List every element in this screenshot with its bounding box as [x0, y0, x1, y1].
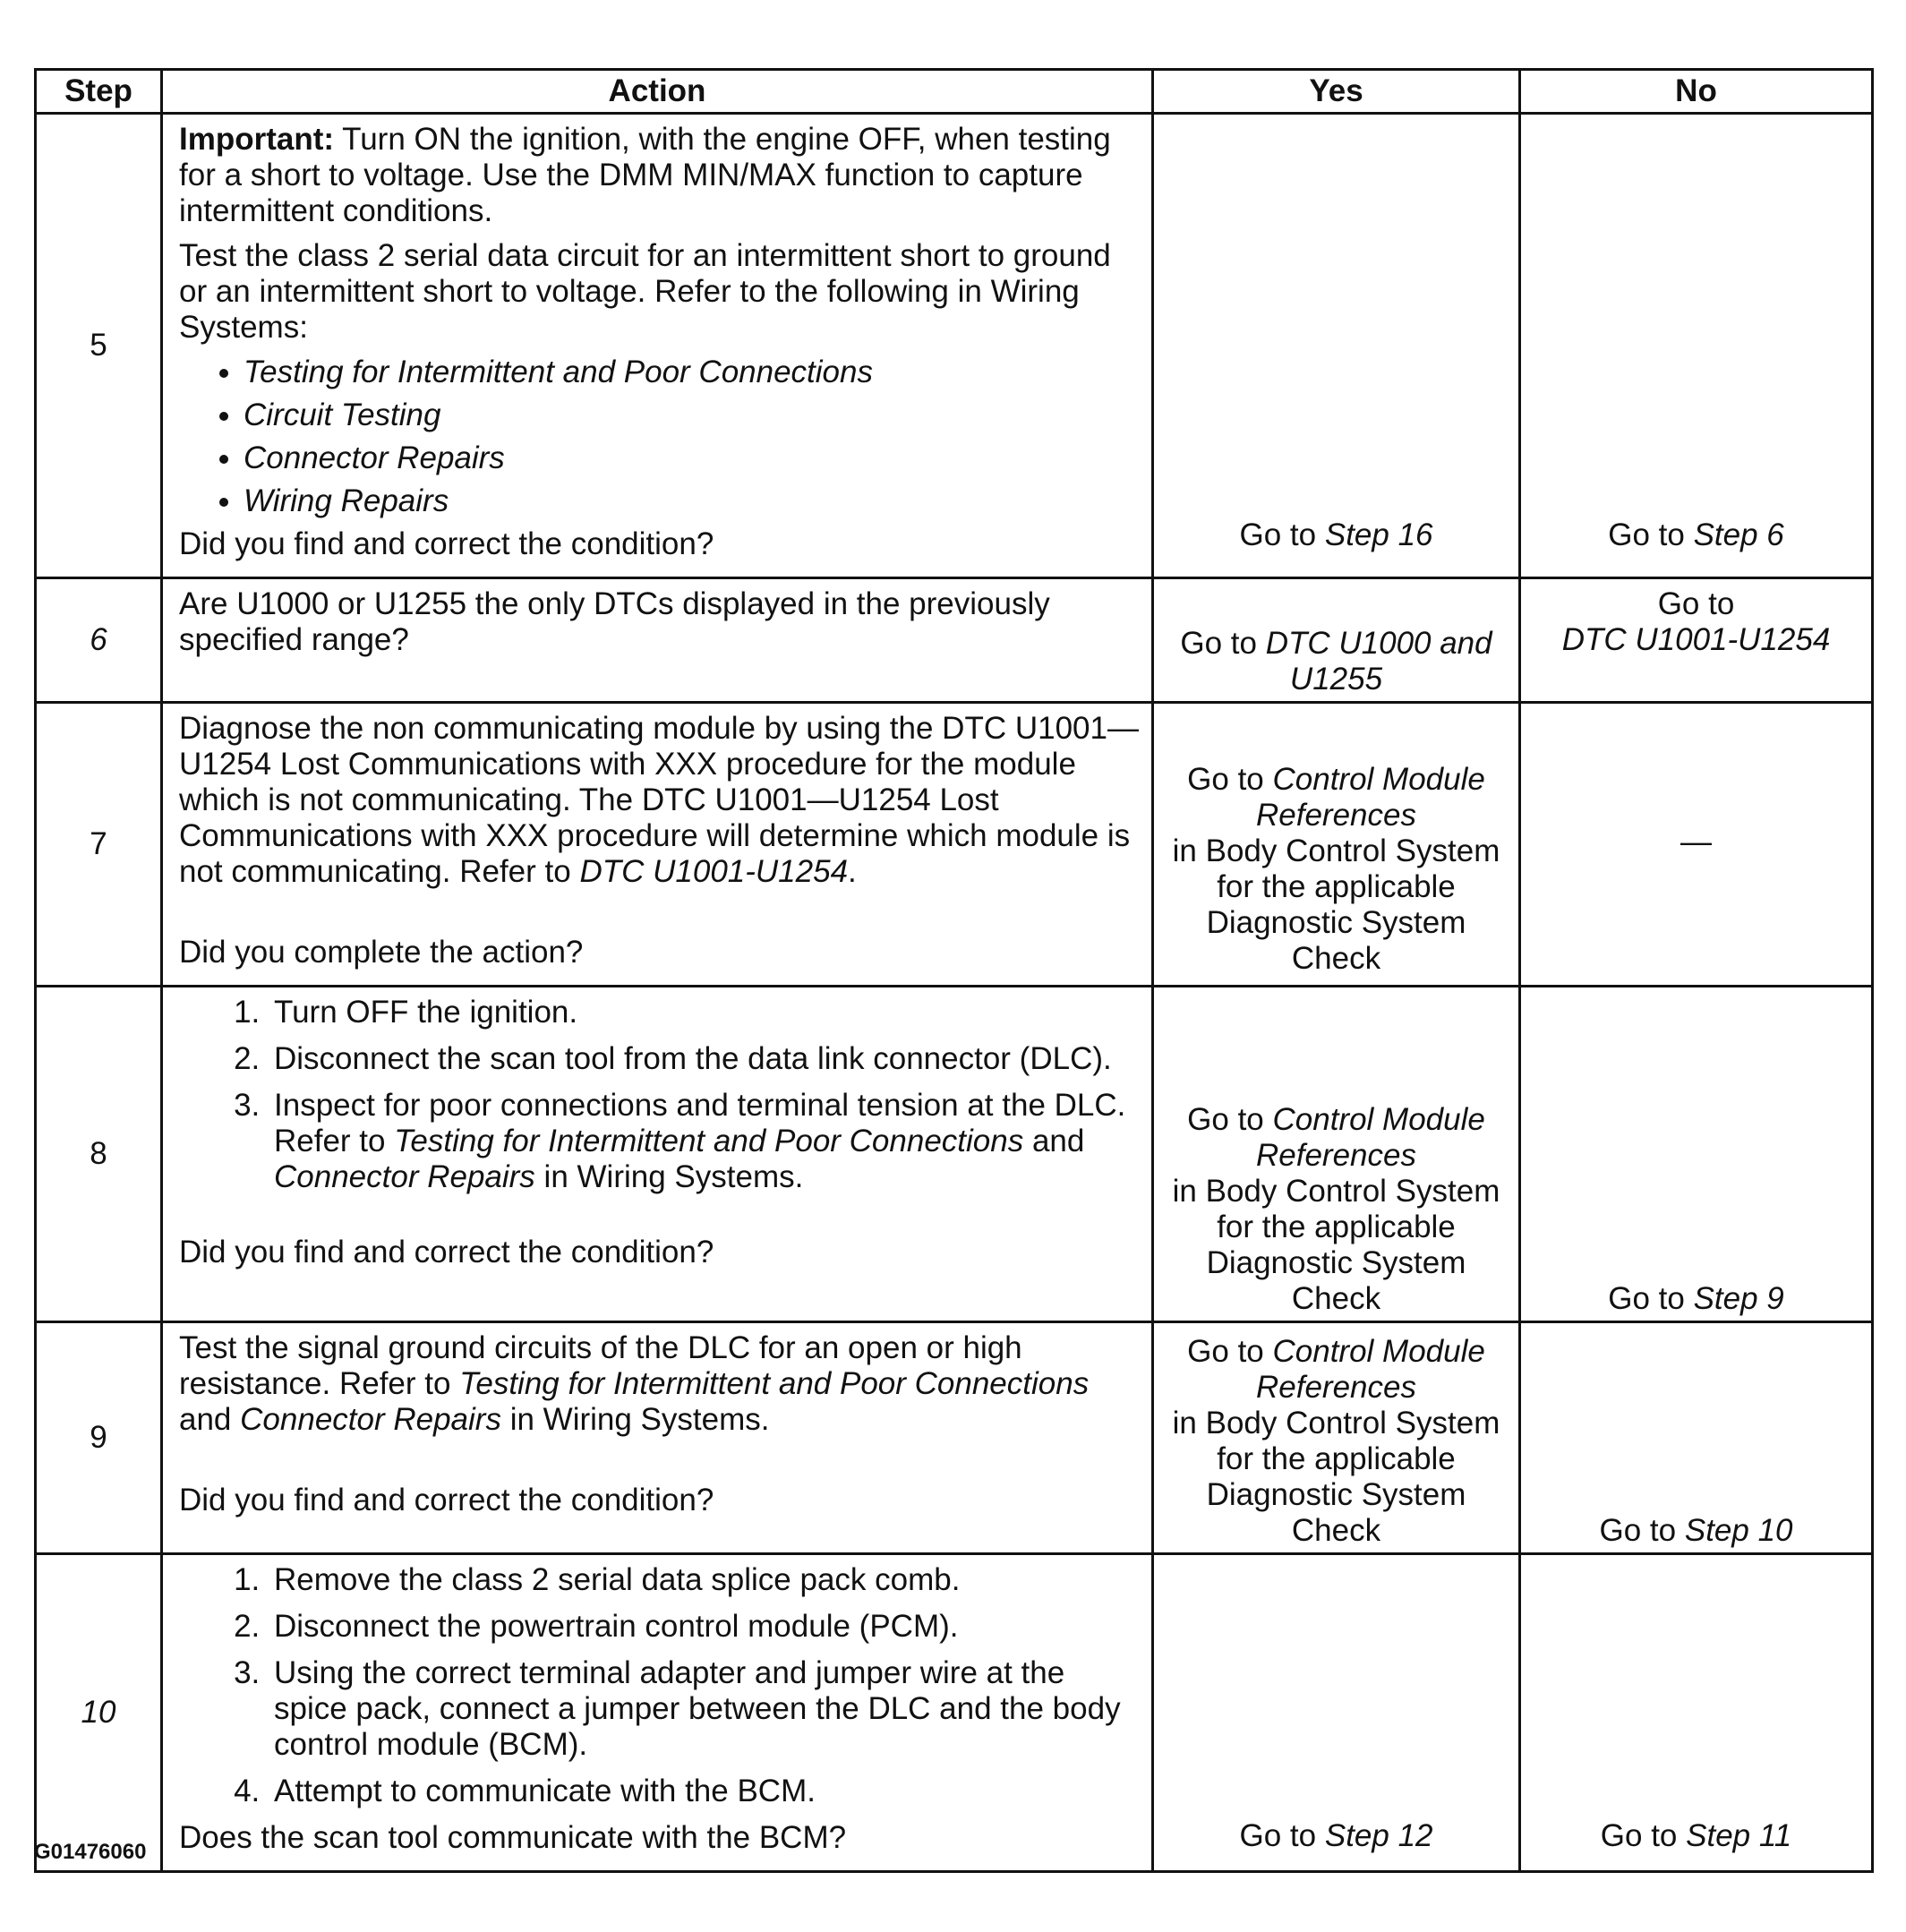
- instruction-text: and: [179, 1402, 232, 1437]
- table-row-step-5: [36, 114, 1873, 578]
- item-text: Inspect for poor connections and terminal tension at the DLC. Refer to: [274, 1088, 1126, 1158]
- table-row-step-6: [36, 578, 1873, 703]
- question: Did you find and correct the condition?: [179, 1483, 714, 1517]
- action-cell: [162, 703, 1153, 987]
- header-yes: Yes: [1153, 70, 1520, 114]
- procedure-list: [179, 995, 1141, 1195]
- instruction-text: in Wiring Systems.: [509, 1402, 770, 1437]
- instruction: Test the class 2 serial data circuit for an intermittent short to ground or an intermittent short to voltage. Refer to the following in Wiring Systems:: [179, 238, 1111, 345]
- list-item: 2. Disconnect the scan tool from the data link connector (DLC).: [269, 1041, 1141, 1077]
- important-text: Turn ON the ignition, with the engine OFF, when testing for a short to voltage. Use the DMM MIN/MAX function to capture intermittent conditions.: [179, 122, 1111, 228]
- table-row-step-7: [36, 703, 1873, 987]
- list-item: 2. Disconnect the powertrain control module (PCM).: [269, 1609, 1141, 1645]
- step-number: 8: [36, 987, 162, 1322]
- diagnostic-table: [34, 68, 1874, 1873]
- yes-prefix: Go to: [1239, 517, 1317, 552]
- step-number: 5: [36, 114, 162, 578]
- instruction: [179, 711, 1141, 890]
- figure-id-caption: G01476060: [34, 1840, 147, 1864]
- no-prefix: Go to: [1657, 586, 1735, 621]
- header-row: [36, 70, 1873, 114]
- yes-suffix: in Body Control System for the applicable Diagnostic System Check: [1172, 1406, 1500, 1548]
- list-item: [269, 1088, 1141, 1195]
- important-note: [179, 122, 1141, 229]
- step-number: 10: [36, 1554, 162, 1872]
- yes-dtc-link[interactable]: DTC U1000 and U1255: [1265, 626, 1492, 697]
- action-cell: [162, 1554, 1153, 1872]
- step-number: 9: [36, 1322, 162, 1554]
- testing-reference-link[interactable]: Testing for Intermittent and Poor Connections: [394, 1124, 1024, 1158]
- no-step-link[interactable]: Step 9: [1693, 1281, 1784, 1316]
- step-number: 7: [36, 703, 162, 987]
- no-prefix: Go to: [1600, 1818, 1678, 1853]
- no-step-link[interactable]: Step 10: [1684, 1513, 1793, 1548]
- table-row-step-10: [36, 1554, 1873, 1872]
- question: Are U1000 or U1255 the only DTCs displayed in the previously specified range?: [179, 586, 1050, 657]
- yes-cell: [1153, 1322, 1520, 1554]
- instruction-end: .: [848, 854, 857, 889]
- table-row-step-9: [36, 1322, 1873, 1554]
- list-item: 1. Remove the class 2 serial data splice pack comb.: [269, 1562, 1141, 1598]
- yes-suffix: in Body Control System for the applicable Diagnostic System Check: [1172, 833, 1500, 976]
- no-cell: [1520, 114, 1873, 578]
- no-prefix: Go to: [1608, 1281, 1685, 1316]
- yes-suffix: in Body Control System for the applicable Diagnostic System Check: [1172, 1174, 1500, 1316]
- action-cell: [162, 1322, 1153, 1554]
- control-module-references-link[interactable]: Control Module References: [1256, 1102, 1485, 1173]
- yes-prefix: Go to: [1187, 1102, 1264, 1137]
- no-dtc-link[interactable]: DTC U1001-U1254: [1561, 622, 1831, 657]
- no-cell: [1520, 578, 1873, 703]
- control-module-references-link[interactable]: Control Module References: [1256, 762, 1485, 833]
- list-item: • Wiring Repairs: [244, 483, 1141, 519]
- no-prefix: Go to: [1599, 1513, 1677, 1548]
- no-step-link[interactable]: Step 11: [1686, 1818, 1792, 1853]
- yes-cell: [1153, 1554, 1520, 1872]
- item-text: in Wiring Systems.: [543, 1159, 804, 1194]
- yes-prefix: Go to: [1180, 626, 1257, 661]
- no-cell: [1520, 703, 1873, 987]
- header-no: No: [1520, 70, 1873, 114]
- item-text: and: [1031, 1124, 1085, 1158]
- connector-repairs-link[interactable]: Connector Repairs: [240, 1402, 501, 1437]
- yes-step-link[interactable]: Step 12: [1324, 1818, 1433, 1853]
- yes-cell: [1153, 703, 1520, 987]
- testing-reference-link[interactable]: Testing for Intermittent and Poor Connections: [459, 1366, 1090, 1401]
- no-cell: [1520, 1322, 1873, 1554]
- question: Did you complete the action?: [179, 935, 584, 970]
- question: Does the scan tool communicate with the BCM?: [179, 1820, 847, 1855]
- step-number: 6: [36, 578, 162, 703]
- yes-prefix: Go to: [1239, 1818, 1317, 1853]
- no-cell: [1520, 1554, 1873, 1872]
- dtc-reference-link[interactable]: DTC U1001-U1254: [579, 854, 849, 889]
- question: Did you find and correct the condition?: [179, 526, 714, 561]
- yes-step-link[interactable]: Step 16: [1324, 517, 1433, 552]
- yes-cell: [1153, 578, 1520, 703]
- list-item: • Circuit Testing: [244, 398, 1141, 433]
- header-step: Step: [36, 70, 162, 114]
- instruction-text: Diagnose the non communicating module by using the DTC U1001—U1254 Lost Communications with XXX procedure for the module which is not communicating. The DTC U1001—U1254 Lost Communications with XXX procedure will determine which module is not communicating. Refer to: [179, 711, 1139, 889]
- table-row-step-8: [36, 987, 1873, 1322]
- list-item: • Connector Repairs: [244, 440, 1141, 476]
- yes-cell: [1153, 114, 1520, 578]
- action-cell: [162, 987, 1153, 1322]
- list-item: 4. Attempt to communicate with the BCM.: [269, 1774, 1141, 1809]
- list-item: • Testing for Intermittent and Poor Connections: [244, 355, 1141, 390]
- list-item: 3. Using the correct terminal adapter and jumper wire at the spice pack, connect a jumper between the DLC and the body control module (BCM).: [269, 1655, 1141, 1763]
- action-cell: [162, 578, 1153, 703]
- yes-prefix: Go to: [1187, 762, 1264, 797]
- yes-prefix: Go to: [1187, 1334, 1264, 1369]
- action-cell: [162, 114, 1153, 578]
- yes-cell: [1153, 987, 1520, 1322]
- no-prefix: Go to: [1608, 517, 1685, 552]
- no-step-link[interactable]: Step 6: [1693, 517, 1784, 552]
- no-dash: —: [1680, 824, 1712, 859]
- instruction-text: Test the signal ground circuits of the DLC for an open or high resistance. Refer to: [179, 1330, 1022, 1401]
- important-label: Important:: [179, 122, 335, 157]
- instruction: [179, 1330, 1141, 1438]
- control-module-references-link[interactable]: Control Module References: [1256, 1334, 1485, 1405]
- procedure-list: [179, 1562, 1141, 1809]
- header-action: Action: [162, 70, 1153, 114]
- question: Did you find and correct the condition?: [179, 1235, 714, 1269]
- connector-repairs-link[interactable]: Connector Repairs: [274, 1159, 535, 1194]
- list-item: 1. Turn OFF the ignition.: [269, 995, 1141, 1030]
- no-cell: [1520, 987, 1873, 1322]
- reference-list: [179, 355, 1141, 519]
